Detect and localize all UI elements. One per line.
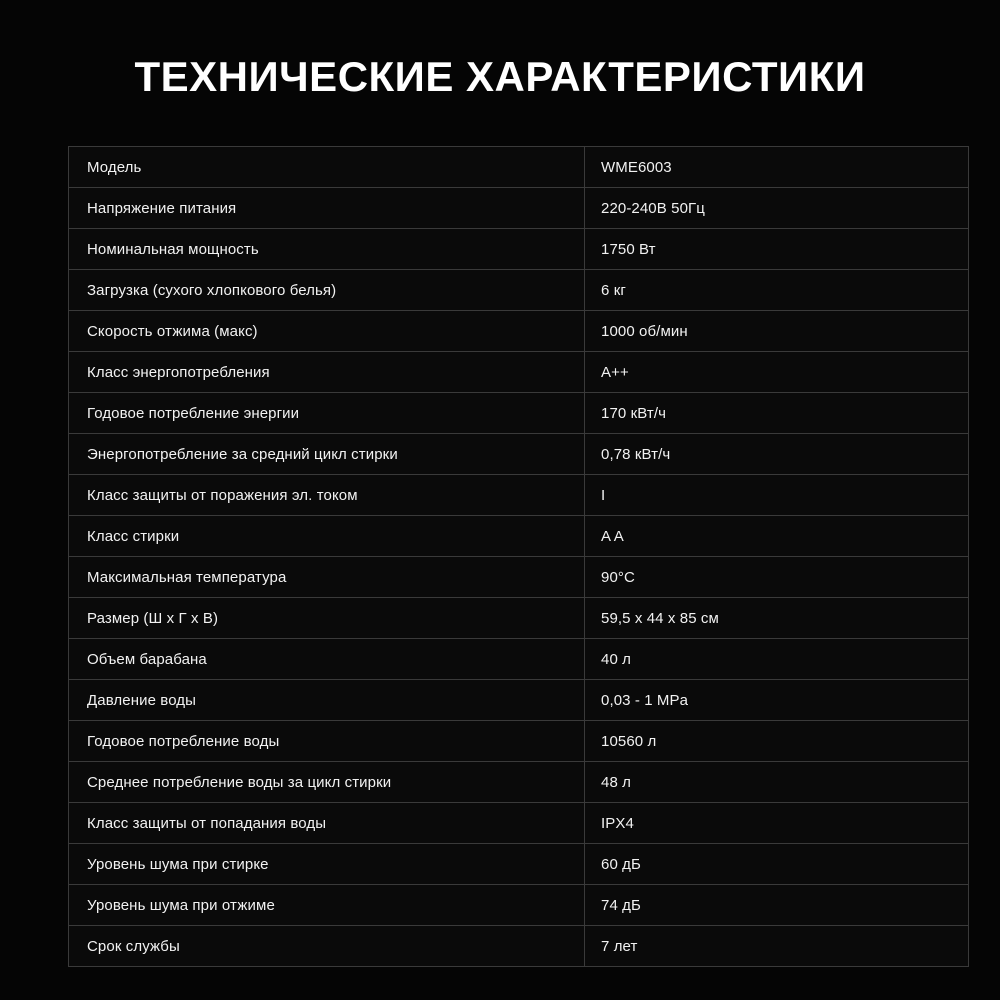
table-row	[69, 434, 969, 475]
table-row	[69, 229, 969, 270]
table-row	[69, 680, 969, 721]
spec-value: 0,78 кВт/ч	[585, 434, 969, 475]
spec-parameter: Напряжение питания	[69, 188, 585, 229]
spec-parameter: Уровень шума при отжиме	[69, 885, 585, 926]
table-row	[69, 844, 969, 885]
spec-parameter: Давление воды	[69, 680, 585, 721]
spec-value: 1000 об/мин	[585, 311, 969, 352]
spec-value: 6 кг	[585, 270, 969, 311]
spec-value: 7 лет	[585, 926, 969, 967]
spec-parameter: Номинальная мощность	[69, 229, 585, 270]
table-row	[69, 393, 969, 434]
page-title: ТЕХНИЧЕСКИЕ ХАРАКТЕРИСТИКИ	[134, 53, 866, 100]
spec-parameter: Класс энергопотребления	[69, 352, 585, 393]
table-row	[69, 803, 969, 844]
table-row	[69, 475, 969, 516]
table-row	[69, 885, 969, 926]
table-row	[69, 926, 969, 967]
spec-value: 90°C	[585, 557, 969, 598]
spec-value: 48 л	[585, 762, 969, 803]
spec-value: 220-240В 50Гц	[585, 188, 969, 229]
table-row	[69, 516, 969, 557]
spec-parameter: Объем барабана	[69, 639, 585, 680]
spec-parameter: Класс защиты от попадания воды	[69, 803, 585, 844]
spec-value: A A	[585, 516, 969, 557]
table-row	[69, 639, 969, 680]
spec-parameter: Модель	[69, 147, 585, 188]
spec-value: WME6003	[585, 147, 969, 188]
spec-value: 1750 Вт	[585, 229, 969, 270]
spec-value: I	[585, 475, 969, 516]
table-row	[69, 598, 969, 639]
spec-parameter: Размер (Ш x Г x В)	[69, 598, 585, 639]
spec-value: 59,5 x 44 x 85 см	[585, 598, 969, 639]
spec-parameter: Максимальная температура	[69, 557, 585, 598]
spec-parameter: Уровень шума при стирке	[69, 844, 585, 885]
spec-value: 170 кВт/ч	[585, 393, 969, 434]
spec-value: 60 дБ	[585, 844, 969, 885]
spec-parameter: Срок службы	[69, 926, 585, 967]
table-row	[69, 147, 969, 188]
spec-value: IPX4	[585, 803, 969, 844]
spec-parameter: Класс стирки	[69, 516, 585, 557]
spec-parameter: Годовое потребление энергии	[69, 393, 585, 434]
spec-parameter: Класс защиты от поражения эл. током	[69, 475, 585, 516]
spec-parameter: Энергопотребление за средний цикл стирки	[69, 434, 585, 475]
table-row	[69, 557, 969, 598]
spec-value: 74 дБ	[585, 885, 969, 926]
table-row	[69, 762, 969, 803]
table-row	[69, 721, 969, 762]
table-row	[69, 352, 969, 393]
table-row	[69, 270, 969, 311]
spec-value: A++	[585, 352, 969, 393]
spec-value: 0,03 - 1 MPa	[585, 680, 969, 721]
spec-parameter: Скорость отжима (макс)	[69, 311, 585, 352]
spec-value: 40 л	[585, 639, 969, 680]
specifications-table-body	[69, 147, 969, 967]
spec-value: 10560 л	[585, 721, 969, 762]
specifications-table	[68, 146, 969, 967]
table-row	[69, 188, 969, 229]
spec-parameter: Среднее потребление воды за цикл стирки	[69, 762, 585, 803]
spec-parameter: Годовое потребление воды	[69, 721, 585, 762]
table-row	[69, 311, 969, 352]
spec-parameter: Загрузка (сухого хлопкового белья)	[69, 270, 585, 311]
